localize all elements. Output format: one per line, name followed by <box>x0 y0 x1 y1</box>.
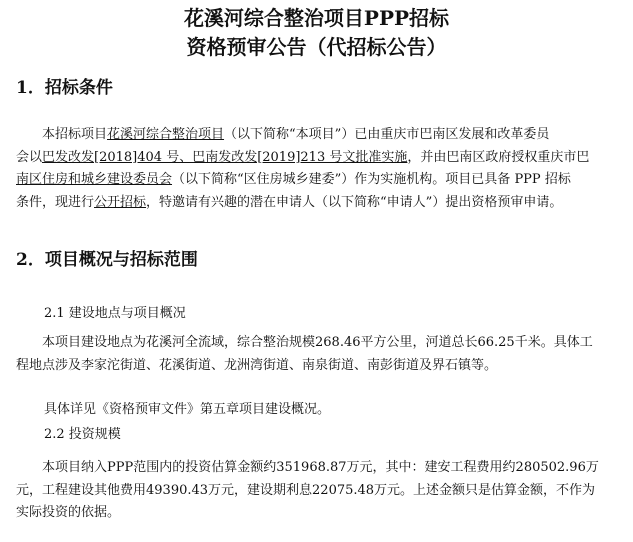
text-run: （以下简称“本项目”）已由重庆市巴南区发展和改革委员 <box>224 127 550 142</box>
project-overview-paragraph <box>16 332 618 377</box>
section-1-paragraph <box>16 124 618 214</box>
tender-method: 公开招标 <box>94 194 147 210</box>
text-run: （以下简称“区住房城乡建委”）作为实施机构。项目已具备 PPP 招标 <box>172 172 571 187</box>
text-run: ，特邀请有兴趣的潜在申请人（以下简称“申请人”）提出资格预审申请。 <box>146 194 563 210</box>
paragraph-line: 元，工程建设其他费用49390.43万元，建设期利息22075.48万元。上述金额只是估算金额，不作为 <box>16 482 596 498</box>
paragraph-line <box>16 124 618 147</box>
paragraph-line: 本项目建设地点为花溪河全流域，综合整治规模268.46平方公里，河道总长66.25千米。具体工 <box>42 335 593 350</box>
reference-note: 具体详见《资格预审文件》第五章项目建设概况。 <box>44 402 331 417</box>
investment-paragraph <box>16 457 618 525</box>
text-run: 会以 <box>16 149 43 165</box>
approval-document-ref: 巴发改发[2018]404 号、巴南发改发[2019]213 号文批准实施 <box>42 149 408 165</box>
project-name-link: 花溪河综合整治项目 <box>107 127 225 142</box>
document-title-line-2: 资格预审公告（代招标公告） <box>186 35 447 59</box>
paragraph-line <box>16 169 618 192</box>
section-1-heading: 1．招标条件 <box>16 78 113 98</box>
paragraph-line <box>16 192 618 215</box>
document-title-line-1: 花溪河综合整治项目PPP招标 <box>183 6 450 30</box>
text-run: 本招标项目 <box>42 127 108 142</box>
paragraph-line <box>16 147 618 170</box>
paragraph-line: 实际投资的依据。 <box>16 505 121 520</box>
implementing-agency: 南区住房和城乡建设委员会 <box>16 172 173 187</box>
text-run: 条件，现进行 <box>16 194 95 210</box>
paragraph-line: 本项目纳入PPP范围内的投资估算金额约351968.87万元，其中：建安工程费用约280502.96万 <box>42 460 599 475</box>
paragraph-line: 程地点涉及李家沱街道、花溪街道、龙洲湾街道、南泉街道、南彭街道及界石镇等。 <box>16 357 498 373</box>
text-run: ，并由巴南区政府授权重庆市巴 <box>407 149 590 165</box>
subsection-2-2-heading: 2.2 投资规模 <box>44 427 121 442</box>
section-2-heading: 2．项目概况与招标范围 <box>16 250 198 270</box>
subsection-2-1-heading: 2.1 建设地点与项目概况 <box>44 306 186 321</box>
